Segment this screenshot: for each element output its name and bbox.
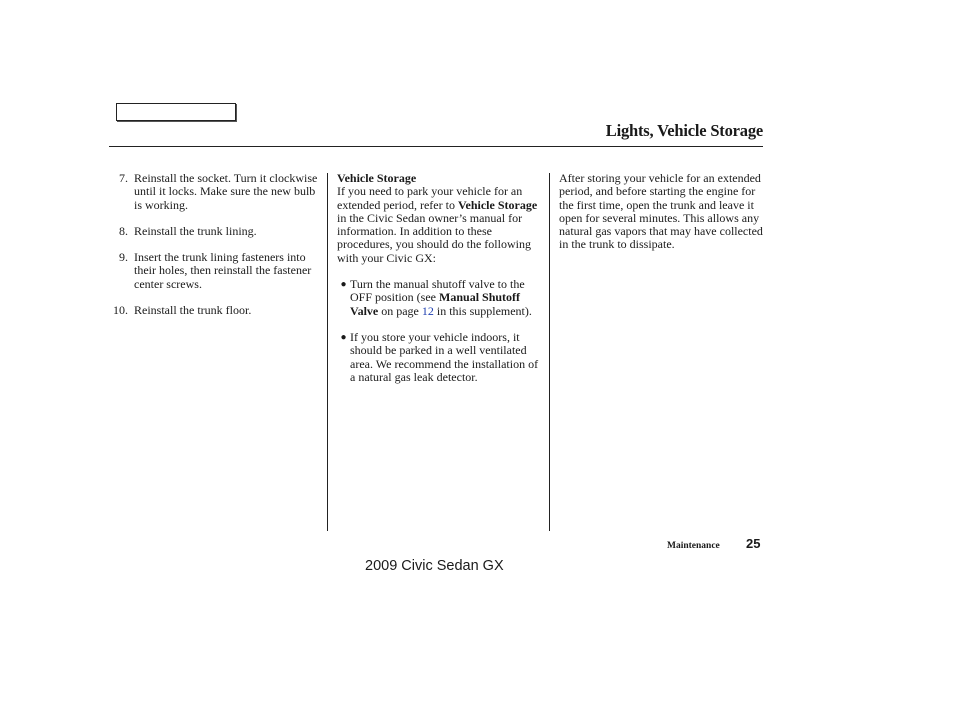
right-column: [559, 172, 765, 265]
model-name: 2009 Civic Sedan GX: [365, 558, 504, 574]
list-item: [337, 331, 543, 384]
header-rule: [109, 146, 763, 147]
step-number: 10.: [113, 303, 128, 318]
step-text: Insert the trunk lining fasteners into their holes, then reinstall the fastener center screws.: [134, 250, 312, 291]
column-divider-2: [549, 173, 550, 531]
storage-note: After storing your vehicle for an extended period, and before starting the engine for the first time, open the trunk and leave it open for several minutes. This allows any natural gas vapors that may have collected in the trunk to dissipate.: [559, 171, 763, 252]
nav-box[interactable]: [116, 103, 236, 121]
column-divider-1: [327, 173, 328, 531]
step-item: [109, 251, 321, 291]
step-number: 8.: [119, 223, 128, 238]
step-item: [109, 172, 321, 212]
middle-column: [337, 172, 543, 397]
storage-intro: If you need to park your vehicle for an extended period, refer to Vehicle Storage in the Civic Sedan owner’s manual for information. In addition to these procedures, you should do the following with your Civic GX:: [337, 184, 538, 265]
bullet-text: If you store your vehicle indoors, it should be parked in a well ventilated area. We recommend the installation of a natural gas leak detector.: [350, 329, 539, 384]
section-heading: Vehicle Storage: [337, 171, 417, 185]
left-column: [109, 172, 321, 330]
page-title: Lights, Vehicle Storage: [605, 121, 763, 140]
bullet-icon: ●: [340, 331, 347, 343]
bullet-icon: ●: [340, 279, 347, 291]
footer-section: Maintenance: [667, 541, 720, 551]
page-link[interactable]: 12: [421, 303, 434, 318]
step-text: Reinstall the trunk floor.: [134, 303, 252, 318]
list-item: ● Turn the manual shutoff valve to the OFF position (see Manual Shutoff Valve on page 12 in this supplement).: [337, 278, 543, 318]
intro-reference: Vehicle Storage: [457, 197, 538, 212]
step-text: Reinstall the socket. Turn it clockwise until it locks. Make sure the new bulb is working.: [134, 171, 318, 212]
step-item: [109, 304, 321, 317]
page-number: 25: [746, 536, 761, 551]
manual-shutoff-reference: Manual Shutoff Valve: [350, 290, 521, 318]
step-number: 7.: [119, 171, 128, 185]
step-text: Reinstall the trunk lining.: [134, 223, 257, 238]
step-item: [109, 225, 321, 238]
step-number: 9.: [119, 250, 128, 265]
